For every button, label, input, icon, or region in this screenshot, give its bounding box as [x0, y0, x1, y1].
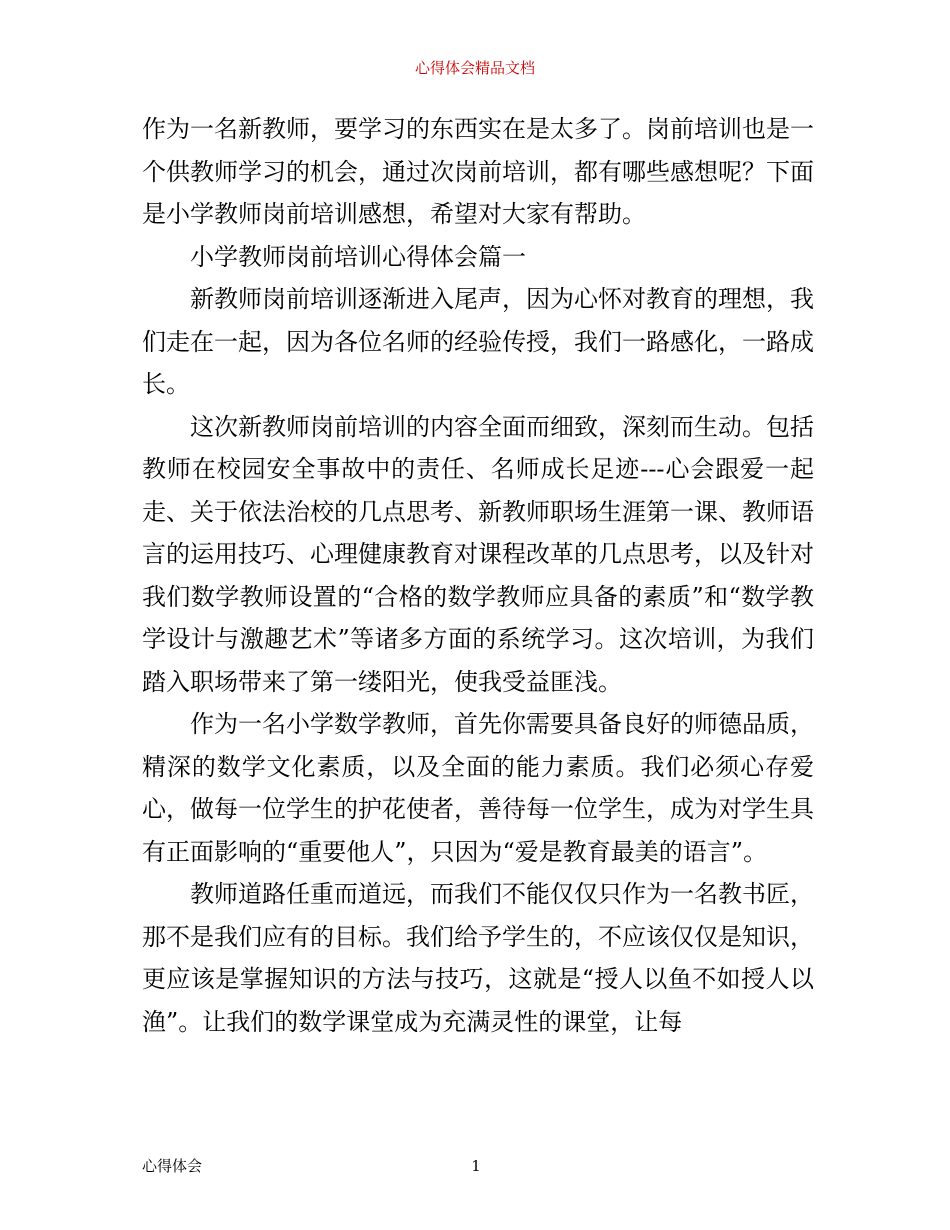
- page-header-title: 心得体会精品文档: [414, 59, 535, 77]
- paragraph-intro: 作为一名新教师，要学习的东西实在是太多了。岗前培训也是一个供教师学习的机会，通过次岗前培训，都有哪些感想呢？下面是小学教师岗前培训感想，希望对大家有帮助。: [142, 115, 814, 228]
- paragraph: 这次新教师岗前培训的内容全面而细致，深刻而生动。包括教师在校园安全事故中的责任、名师成长足迹---心会跟爱一起走、关于依法治校的几点思考、新教师职场生涯第一课、教师语言的运用技巧、心理健康教育对课程改革的几点思考，以及针对我们数学教师设置的“合格的数学教师应具备的素质”和“数学教学设计与激趣艺术”等诸多方面的系统学习。这次培训，为我们踏入职场带来了第一缕阳光，使我受益匪浅。: [142, 412, 814, 696]
- page-footer-label: 心得体会: [142, 1157, 203, 1175]
- paragraph: 教师道路任重而道远，而我们不能仅仅只作为一名教书匠，那不是我们应有的目标。我们给予学生的，不应该仅仅是知识，更应该是掌握知识的方法与技巧，这就是“授人以鱼不如授人以渔”。让我们的数学课堂成为充满灵性的课堂，让每: [142, 880, 814, 1036]
- paragraph: 作为一名小学数学教师，首先你需要具备良好的师德品质，精深的数学文化素质，以及全面的能力素质。我们必须心存爱心，做每一位学生的护花使者，善待每一位学生，成为对学生具有正面影响的“重要他人”，只因为“爱是教育最美的语言”。: [142, 710, 814, 866]
- paragraph: 新教师岗前培训逐渐进入尾声，因为心怀对教育的理想，我们走在一起，因为各位名师的经验传授，我们一路感化，一路成长。: [142, 285, 814, 398]
- document-body: [142, 108, 814, 1043]
- page-number: 1: [471, 1157, 481, 1175]
- section-heading: 小学教师岗前培训心得体会篇一: [190, 242, 526, 271]
